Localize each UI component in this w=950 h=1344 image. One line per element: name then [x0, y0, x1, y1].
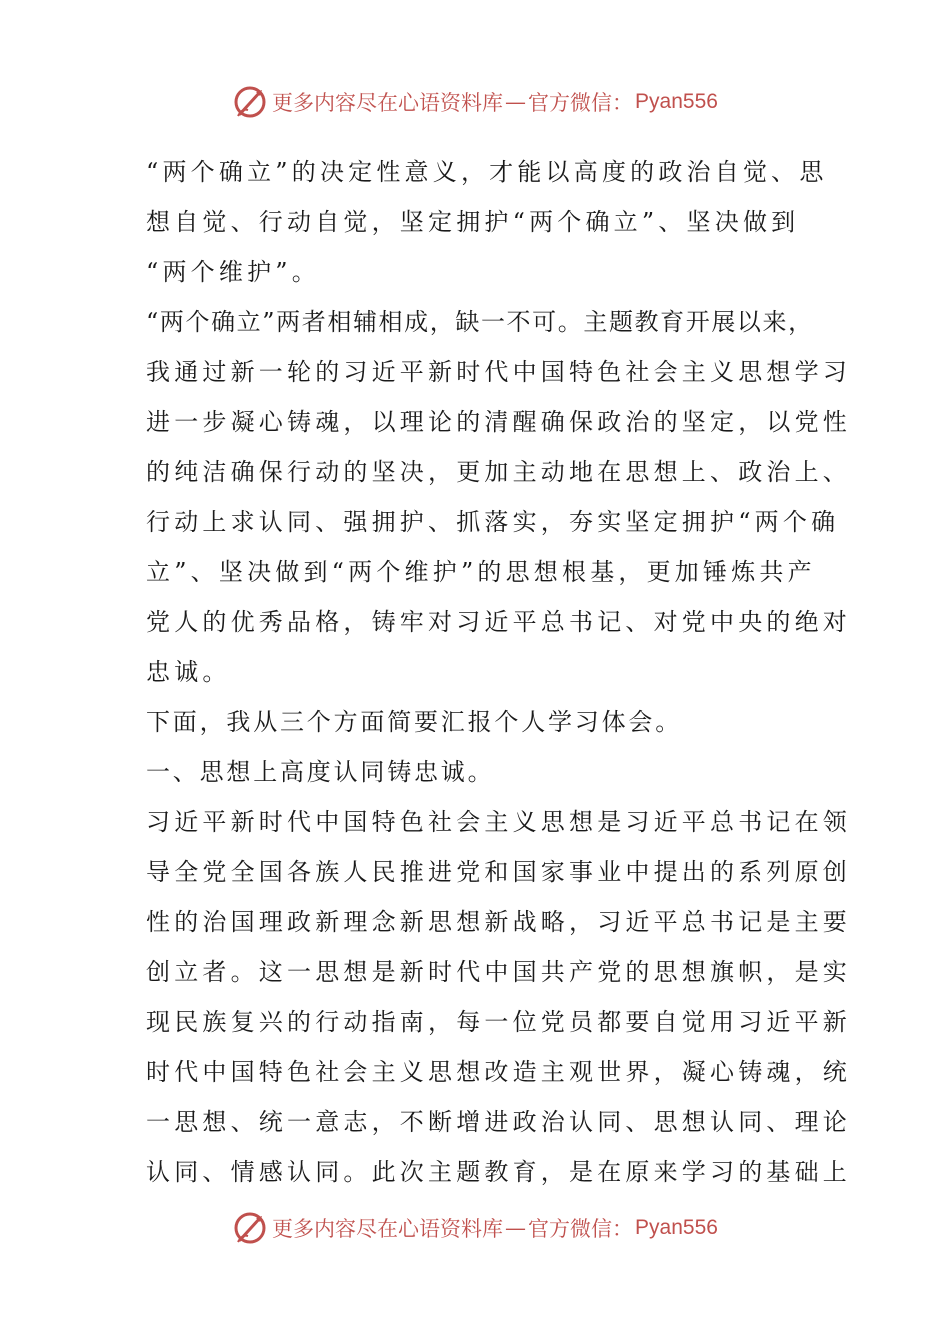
- text-line: 性的治国理政新理念新思想新战略，习近平总书记是主要: [146, 908, 851, 936]
- text-line: 认同、情感认同。此次主题教育，是在原来学习的基础上: [146, 1158, 851, 1186]
- watermark-official-text: 官方微信：: [528, 1217, 634, 1241]
- text-line: 想自觉、行动自觉，坚定拥护“两个确立”、坚决做到: [146, 208, 800, 236]
- pen-logo-icon: [232, 1210, 268, 1246]
- text-line: 立”、坚决做到“两个维护”的思想根基，更加锤炼共产: [146, 558, 816, 586]
- text-line: 下面，我从三个方面简要汇报个人学习体会。: [146, 708, 682, 736]
- text-line: “两个维护”。: [146, 258, 320, 286]
- watermark-site-text: 更多内容尽在心语资料库: [272, 91, 504, 115]
- text-line: 导全党全国各族人民推进党和国家事业中提出的系列原创: [146, 858, 851, 886]
- text-line: 行动上求认同、强拥护、抓落实，夯实坚定拥护“两个确: [146, 508, 840, 536]
- text-line: 党人的优秀品格，铸牢对习近平总书记、对党中央的绝对: [146, 608, 851, 636]
- text-line: “两个确立”两者相辅相成，缺一不可。主题教育开展以来，: [146, 308, 814, 336]
- watermark-wechat-id: Pyan556: [635, 1216, 718, 1239]
- text-line: 的纯洁确保行动的坚决，更加主动地在思想上、政治上、: [146, 458, 851, 486]
- section-heading: 一、思想上高度认同铸忠诚。: [146, 758, 495, 786]
- watermark-official-text: 官方微信：: [528, 91, 634, 115]
- watermark-dash: —: [505, 1216, 527, 1240]
- text-line: 一思想、统一意志，不断增进政治认同、思想认同、理论: [146, 1108, 851, 1136]
- watermark-site-text: 更多内容尽在心语资料库: [272, 1217, 504, 1241]
- document-body: [146, 147, 851, 1197]
- pen-logo-icon: [232, 84, 268, 120]
- text-line: 我通过新一轮的习近平新时代中国特色社会主义思想学习: [146, 358, 851, 386]
- watermark-dash: —: [505, 90, 527, 114]
- text-line: 创立者。这一思想是新时代中国共产党的思想旗帜，是实: [146, 958, 851, 986]
- footer-watermark: [0, 1208, 950, 1248]
- text-line: 进一步凝心铸魂，以理论的清醒确保政治的坚定，以党性: [146, 408, 851, 436]
- text-line: 习近平新时代中国特色社会主义思想是习近平总书记在领: [146, 808, 851, 836]
- watermark-wechat-id: Pyan556: [635, 90, 718, 113]
- header-watermark: [0, 82, 950, 122]
- text-line: 现民族复兴的行动指南，每一位党员都要自觉用习近平新: [146, 1008, 851, 1036]
- text-line: “两个确立”的决定性意义，才能以高度的政治自觉、思: [146, 158, 828, 186]
- text-line: 时代中国特色社会主义思想改造主观世界，凝心铸魂，统: [146, 1058, 851, 1086]
- text-line: 忠诚。: [146, 658, 231, 686]
